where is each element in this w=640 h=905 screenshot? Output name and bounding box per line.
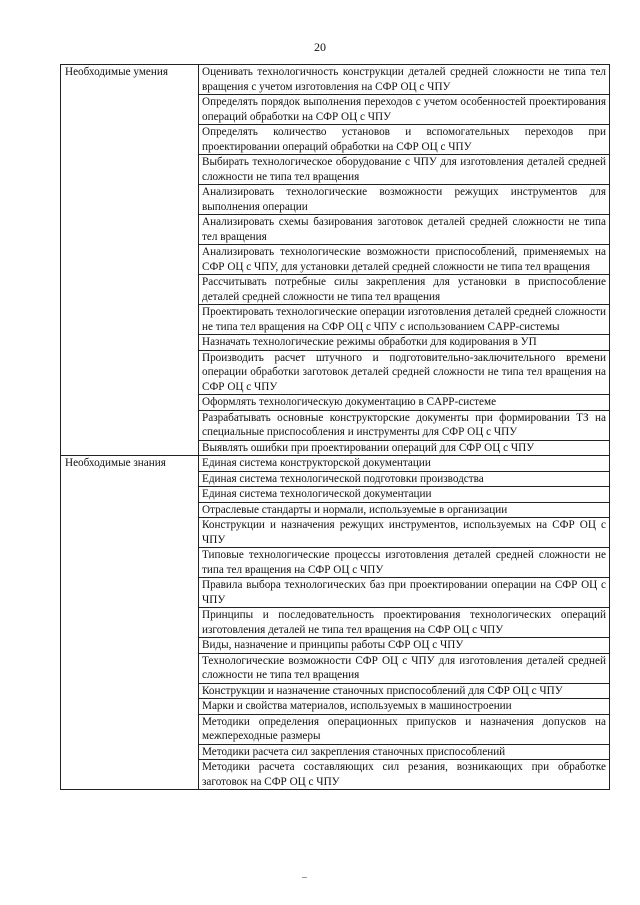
requirement-item: Принципы и последовательность проектирования технологических операций изготовления деталей не типа тел вращения на СФР ОЦ с ЧПУ xyxy=(199,608,610,638)
requirement-item: Анализировать схемы базирования заготовок деталей средней сложности не типа тел вращения xyxy=(199,215,610,245)
requirement-item: Определять порядок выполнения переходов с учетом особенностей проектирования операций обработки на СФР ОЦ с ЧПУ xyxy=(199,95,610,125)
requirement-item: Методики определения операционных припусков и назначения допусков на межпереходные размеры xyxy=(199,714,610,744)
requirement-item: Технологические возможности СФР ОЦ с ЧПУ для изготовления деталей средней сложности не типа тел вращения xyxy=(199,653,610,683)
requirement-item: Оценивать технологичность конструкции деталей средней сложности не типа тел вращения с учетом изготовления на СФР ОЦ с ЧПУ xyxy=(199,65,610,95)
requirement-item: Оформлять технологическую документацию в CAPP-системе xyxy=(199,395,610,411)
requirements-table xyxy=(60,64,610,790)
requirement-item: Единая система технологической подготовки производства xyxy=(199,471,610,487)
requirement-item: Анализировать технологические возможности режущих инструментов для выполнения операции xyxy=(199,185,610,215)
section-title-skills: Необходимые умения xyxy=(61,65,199,456)
requirement-item: Назначать технологические режимы обработки для кодирования в УП xyxy=(199,335,610,351)
requirement-item: Единая система конструкторской документации xyxy=(199,456,610,472)
page-number: 20 xyxy=(314,40,326,54)
requirement-item: Определять количество установов и вспомогательных переходов при проектировании операций обработки на СФР ОЦ с ЧПУ xyxy=(199,125,610,155)
requirements-table-body xyxy=(61,65,610,790)
requirement-item: Конструкции и назначение станочных приспособлений для СФР ОЦ с ЧПУ xyxy=(199,683,610,699)
table-row xyxy=(61,456,610,472)
section-title-knowledge: Необходимые знания xyxy=(61,456,199,790)
requirement-item: Анализировать технологические возможности приспособлений, применяемых на СФР ОЦ с ЧПУ, для установки деталей средней сложности не типа тел вращения xyxy=(199,245,610,275)
requirement-item: Марки и свойства материалов, используемых в машиностроении xyxy=(199,699,610,715)
requirement-item: Методики расчета составляющих сил резания, возникающих при обработке заготовок на СФР ОЦ с ЧПУ xyxy=(199,760,610,790)
requirement-item: Виды, назначение и принципы работы СФР ОЦ с ЧПУ xyxy=(199,638,610,654)
requirement-item: Отраслевые стандарты и нормали, используемые в организации xyxy=(199,502,610,518)
requirement-item: Производить расчет штучного и подготовительно-заключительного времени операции обработки заготовок деталей средней сложности не типа тел вращения на СФР ОЦ с ЧПУ xyxy=(199,350,610,395)
requirement-item: Конструкции и назначения режущих инструментов, используемых на СФР ОЦ с ЧПУ xyxy=(199,518,610,548)
requirement-item: Выбирать технологическое оборудование с ЧПУ для изготовления деталей средней сложности не типа тел вращения xyxy=(199,155,610,185)
requirement-item: Единая система технологической документации xyxy=(199,487,610,503)
requirement-item: Рассчитывать потребные силы закрепления для установки в приспособление деталей средней сложности не типа тел вращения xyxy=(199,275,610,305)
requirement-item: Выявлять ошибки при проектировании операций для СФР ОЦ с ЧПУ xyxy=(199,440,610,456)
requirement-item: Методики расчета сил закрепления станочных приспособлений xyxy=(199,744,610,760)
requirement-item: Правила выбора технологических баз при проектировании операции на СФР ОЦ с ЧПУ xyxy=(199,578,610,608)
requirement-item: Проектировать технологические операции изготовления деталей средней сложности не типа тел вращения на СФР ОЦ с ЧПУ с использованием CAPP-системы xyxy=(199,305,610,335)
table-row xyxy=(61,65,610,95)
requirement-item: Типовые технологические процессы изготовления деталей средней сложности не типа тел вращения на СФР ОЦ с ЧПУ xyxy=(199,548,610,578)
requirement-item: Разрабатывать основные конструкторские документы при формировании ТЗ на специальные приспособления и инструменты для СФР ОЦ с ЧПУ xyxy=(199,410,610,440)
scan-artifact xyxy=(302,877,307,878)
